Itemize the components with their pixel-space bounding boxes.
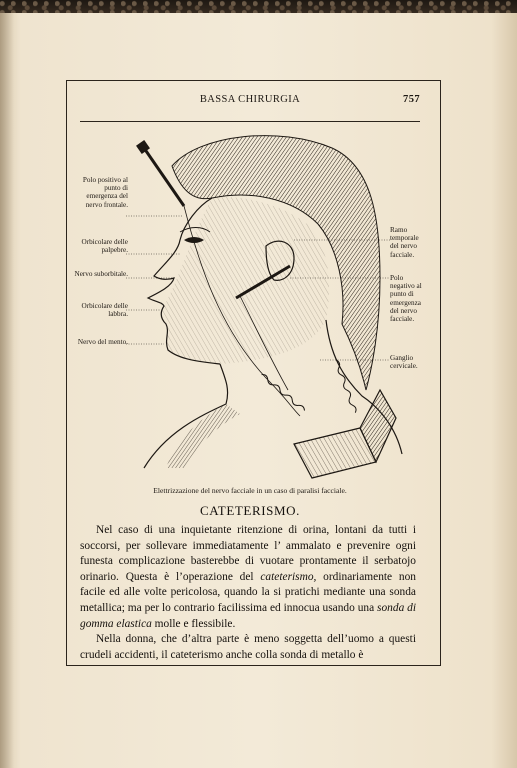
- paragraph-1-part-a: Nel caso di una inquietante ritenzione di orina, lontani da tutti i soccorsi, per sollevare immediatamente l’ ammalato e prevenire ogni funesta complicazione basterebbe di vuotare prontamente il serbatojo orinario. Questa è l’operazione del: [80, 524, 416, 583]
- label-polo-positivo: Polo positivo al punto di emergenza del nervo frontale.: [82, 176, 128, 209]
- gutter-shadow: [0, 13, 14, 768]
- paragraph-2: Nella donna, che d’altra parte è meno soggetta dell’uomo a questi crudeli accidenti, il cateterismo anche colla sonda di metallo è: [80, 633, 416, 661]
- running-head-title: BASSA CHIRURGIA: [199, 94, 301, 105]
- label-nervo-mento: Nervo del mento.: [77, 338, 128, 346]
- section-title: CATETERISMO.: [199, 503, 300, 518]
- label-orbicolare-labbra: Orbicolare delle labbra.: [81, 302, 128, 319]
- running-head: [80, 94, 420, 110]
- page-number: 757: [403, 94, 420, 105]
- figure-caption: Elettrizzazione del nervo facciale in un caso di paralisi facciale.: [153, 486, 347, 495]
- term-sonda-gomma: sonda di gomma elastica: [80, 601, 417, 630]
- label-ramo-temporale: Ramo temporale del nervo facciale.: [390, 226, 419, 259]
- label-polo-negativo: Polo negativo al punto di emergenza del nervo facciale.: [390, 274, 422, 324]
- label-orbicolare-palpebre: Orbicolare delle palpebre.: [81, 238, 128, 255]
- engraving-figure: [74, 128, 422, 486]
- paragraph-1-part-b: ordinariamente non facile ed alle volte pericolosa, quando la si pratichi mediante una sonda metallica; ma per lo contrario facilissima ed innocua usando una: [80, 570, 416, 614]
- paragraph-1: [80, 523, 416, 632]
- body-text: [80, 523, 416, 663]
- label-ganglio-cervicale: Ganglio cervicale.: [390, 354, 418, 371]
- header-rule: [80, 121, 420, 122]
- label-nervo-suborbitale: Nervo suborbitale.: [74, 270, 128, 278]
- paragraph-1-part-c: molle e flessibile.: [151, 617, 236, 630]
- term-cateterismo: cateterismo,: [260, 570, 317, 583]
- head-profile-engraving: [80, 128, 420, 486]
